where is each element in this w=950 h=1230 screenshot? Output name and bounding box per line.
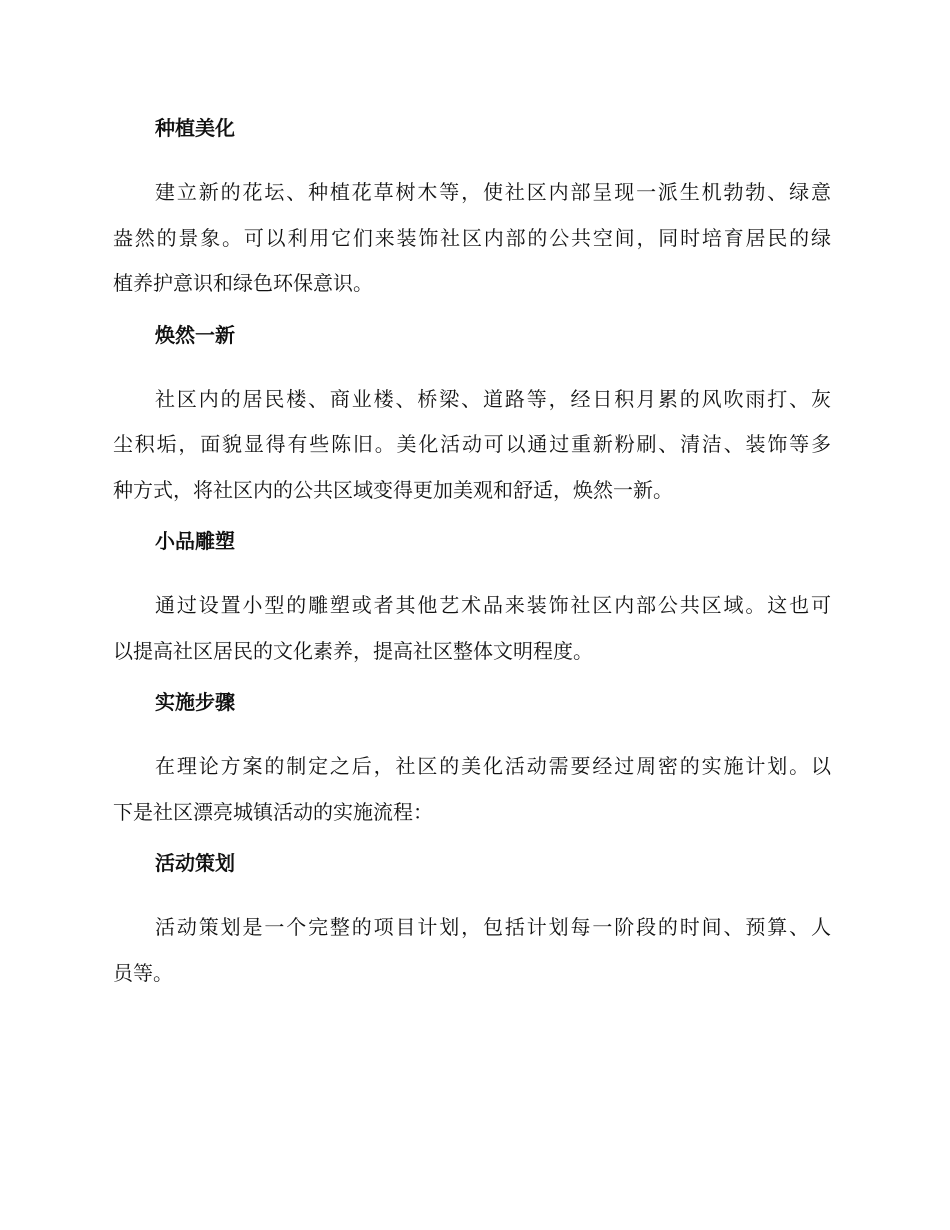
document-body <box>113 112 831 1008</box>
section-paragraph <box>113 170 831 307</box>
paragraph-line: 植养护意识和绿色环保意识。 <box>113 271 373 295</box>
paragraph-line: 员等。 <box>113 960 173 985</box>
section-heading: 小品雕塑 <box>155 529 235 553</box>
section-paragraph <box>113 905 831 996</box>
paragraph-line: 盎然的景象。可以利用它们来装饰社区内部的公共空间，同时培育居民的绿 <box>113 225 831 250</box>
paragraph-line: 建立新的花坛、种植花草树木等，使社区内部呈现一派生机勃勃、绿意 <box>155 180 831 204</box>
section-paragraph <box>113 583 831 674</box>
paragraph-line: 下是社区漂亮城镇活动的实施流程： <box>113 799 433 824</box>
paragraph-line: 以提高社区居民的文化素养，提高社区整体文明程度。 <box>113 638 593 663</box>
section-heading: 活动策划 <box>155 851 235 875</box>
section-heading: 实施步骤 <box>155 690 235 714</box>
section-heading: 种植美化 <box>155 116 235 140</box>
paragraph-line: 活动策划是一个完整的项目计划，包括计划每一阶段的时间、预算、人 <box>155 915 831 939</box>
paragraph-line: 尘积垢，面貌显得有些陈旧。美化活动可以通过重新粉刷、清洁、装饰等多 <box>113 432 831 456</box>
section-heading: 焕然一新 <box>155 322 235 347</box>
paragraph-line: 种方式，将社区内的公共区域变得更加美观和舒适，焕然一新。 <box>113 477 673 502</box>
section-paragraph <box>113 744 831 835</box>
paragraph-line: 在理论方案的制定之后，社区的美化活动需要经过周密的实施计划。以 <box>155 754 831 778</box>
paragraph-line: 通过设置小型的雕塑或者其他艺术品来装饰社区内部公共区域。这也可 <box>155 593 831 617</box>
paragraph-line: 社区内的居民楼、商业楼、桥梁、道路等，经日积月累的风吹雨打、灰 <box>155 386 831 411</box>
section-paragraph <box>113 377 831 514</box>
